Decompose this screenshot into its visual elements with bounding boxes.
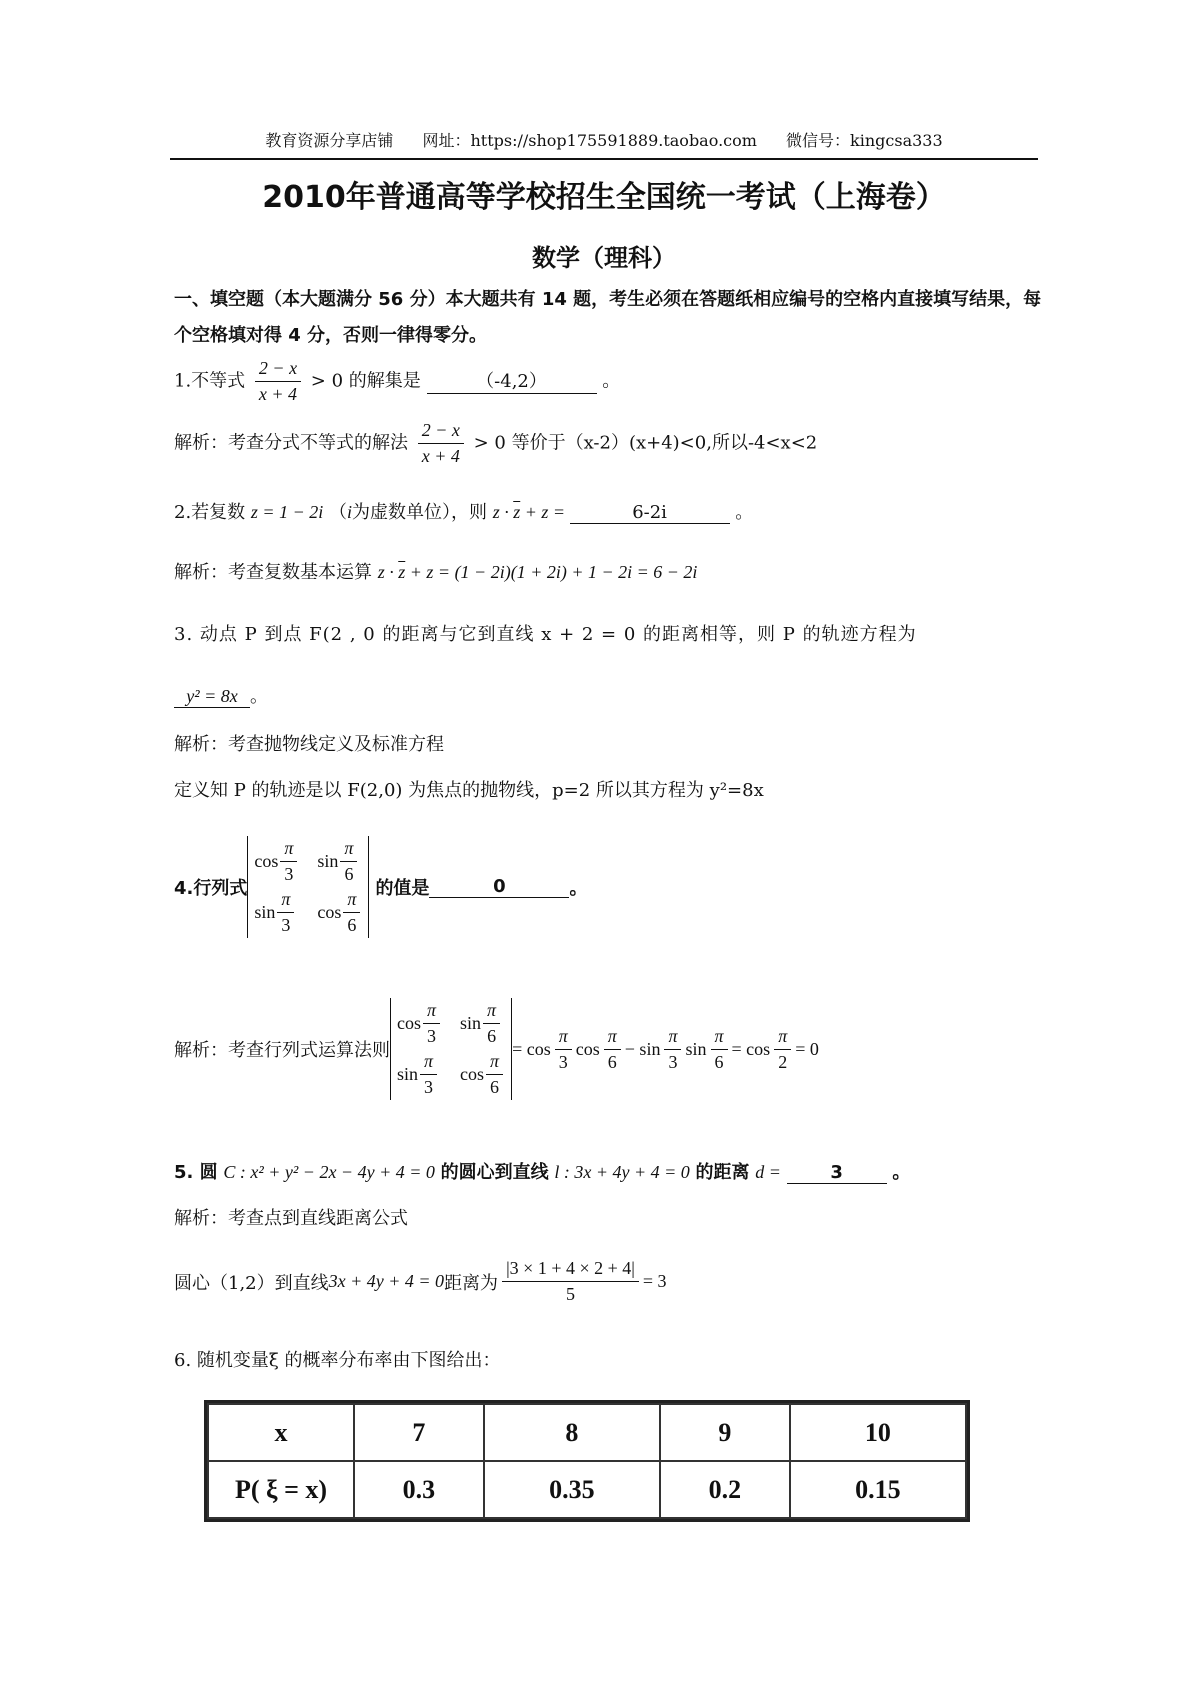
a2-expr-a: z · [377,562,399,582]
table-cell: 0.35 [484,1461,660,1518]
a4-rf5-d: 2 [778,1051,788,1072]
a4-r4: sin [685,1038,707,1059]
question-2 [174,498,753,524]
question-3-answer-line [174,682,268,708]
a1-post: > 0 等价于（x-2）(x+4)<0,所以-4<x<2 [473,432,818,454]
a4-rf4-d: 6 [714,1051,724,1072]
a4-determinant [390,998,512,1100]
a1-fraction [418,420,464,467]
a4-rf1-n: π [555,1026,572,1050]
question-6: 6. 随机变量ξ 的概率分布率由下图给出： [174,1350,501,1371]
q4-den-21: 3 [281,915,291,935]
q4-pi-11: π [280,838,297,862]
a4-pi-11: π [423,1000,440,1024]
a4-cos-1: cos [397,1013,421,1033]
q4-frac-11 [280,838,297,885]
a4-frac-12 [483,1000,500,1047]
a4-rf1-d: 3 [558,1051,568,1072]
q2-end: 。 [735,502,754,523]
a4-pi-12: π [483,1000,500,1024]
q4-cell-11 [254,838,299,885]
a5-mid: 距离为 [444,1272,499,1294]
a4-den-21: 3 [424,1077,434,1097]
a5-fraction [502,1258,639,1305]
probability-table [204,1400,970,1522]
page-subtitle: 数学（理科） [532,244,676,272]
q2-z-definition: z = 1 − 2i [250,502,324,522]
q4-cell-22 [317,889,362,936]
a1-numerator: 2 − x [418,420,464,444]
a4-result [512,1026,819,1073]
q4-post: 的值是 [375,878,430,899]
page-title: 2010年普通高等学校招生全国统一考试（上海卷） [262,180,946,215]
a4-rf5 [774,1026,791,1073]
a1-prefix: 解析：考查分式不等式的解法 [174,432,408,454]
q4-frac-22 [343,889,360,936]
answer-5-line-2 [174,1258,667,1305]
q4-determinant [247,836,369,938]
a4-cell-11 [397,1000,442,1047]
a4-cell-12 [460,1000,505,1047]
table-cell: 0.2 [660,1461,790,1518]
a4-cos-2: cos [460,1064,485,1084]
a4-rf3-d: 3 [668,1051,678,1072]
q4-den-12: 6 [344,864,354,884]
q5-line: l : 3x + 4y + 4 = 0 [554,1162,690,1182]
a2-prefix: 解析：考查复数基本运算 [174,562,372,583]
q4-cell-21 [254,889,299,936]
q5-prefix: 5. 圆 [174,1162,218,1183]
question-4 [174,836,587,938]
section-1-intro: 一、填空题（本大题满分 56 分）本大题共有 14 题，考生必须在答题纸相应编号的空格内直接填写结果，每个空格填对得 4 分，否则一律得零分。 [174,289,1042,346]
a1-denominator: x + 4 [421,446,460,466]
answer-1 [174,420,817,467]
a4-rf2-d: 6 [607,1051,617,1072]
question-1 [174,358,620,405]
table-header-cell: 7 [354,1404,484,1461]
a4-cell-22 [460,1051,505,1098]
q4-sin-2: sin [254,902,276,922]
q4-answer: 0 [429,876,569,898]
table-header-cell: 10 [790,1404,966,1461]
a4-rf3-n: π [664,1026,681,1050]
answer-3-line-1: 解析：考查抛物线定义及标准方程 [174,734,444,755]
wechat-id: 微信号：kingcsa333 [786,131,943,150]
table-cell: 0.3 [354,1461,484,1518]
question-3: 3. 动点 P 到点 F(2 , 0 的距离与它到直线 x + 2 = 0 的距离相等，则 P 的轨迹方程为 [174,624,917,645]
q1-fraction [255,358,301,405]
a5-denominator: 5 [565,1284,575,1304]
a4-sin-1: sin [460,1013,482,1033]
a4-den-22: 6 [490,1077,500,1097]
a4-r6: = 0 [795,1038,819,1059]
q2-i: i [346,502,352,522]
a4-rf1 [555,1026,572,1073]
q5-answer: 3 [787,1162,887,1184]
answer-3-line-2: 定义知 P 的轨迹是以 F(2,0) 为焦点的抛物线，p=2 所以其方程为 y²=8x [174,780,764,801]
q1-numerator: 2 − x [255,358,301,382]
table-row [208,1461,966,1518]
a4-frac-21 [420,1051,437,1098]
a4-rf3 [664,1026,681,1073]
answer-5-line-1: 解析：考查点到直线距离公式 [174,1208,408,1229]
q2-zbar: $\overline{z}$ [513,502,521,522]
a4-den-11: 3 [427,1026,437,1046]
a4-den-12: 6 [487,1026,497,1046]
a5-line: 3x + 4y + 4 = 0 [328,1271,445,1291]
shop-name: 教育资源分享店铺 [265,131,394,150]
table-cell: 0.15 [790,1461,966,1518]
a4-pi-21: π [420,1051,437,1075]
q5-mid-2: 的距离 [695,1162,750,1183]
table-row-label: P( ξ = x) [208,1461,354,1518]
q3-end: 。 [250,686,268,707]
table-header-cell: x [208,1404,354,1461]
q2-expr-a: z · [492,502,514,522]
a4-rf5-n: π [774,1026,791,1050]
q2-paren-2: 为虚数单位），则 [351,502,487,523]
q4-cos-2: cos [317,902,342,922]
a2-expression [378,562,698,582]
page-header [170,128,1038,151]
q4-frac-12 [340,838,357,885]
a5-post: = 3 [642,1271,667,1291]
answer-2 [174,558,697,584]
q5-mid: 的圆心到直线 [440,1162,549,1183]
a2-zbar: $\overline{z}$ [398,562,406,582]
table-header-cell: 9 [660,1404,790,1461]
table-header-row [208,1404,966,1461]
q2-expr-b: + z = [520,502,570,522]
q1-prefix: 1.不等式 [174,370,246,392]
a4-r2: cos [575,1038,600,1059]
q3-answer: y² = 8x [174,686,250,708]
distribution-table [207,1403,967,1519]
answer-4 [174,998,819,1100]
q2-expression [493,502,570,522]
a4-prefix: 解析：考查行列式运算法则 [174,1040,390,1061]
a4-frac-22 [486,1051,503,1098]
a4-r1: = cos [512,1038,551,1059]
q1-condition: > 0 的解集是 [310,370,421,392]
q4-den-11: 3 [284,864,294,884]
a4-rf2-n: π [604,1026,621,1050]
q2-answer: 6-2i [570,502,730,524]
q4-pi-22: π [343,889,360,913]
a4-sin-2: sin [397,1064,419,1084]
a4-cell-21 [397,1051,442,1098]
q4-pi-12: π [340,838,357,862]
shop-url[interactable]: 网址：https://shop175591889.taobao.com [422,131,757,150]
q4-pi-21: π [277,889,294,913]
q2-paren: （ [328,502,347,523]
q4-cos-1: cos [254,851,279,871]
question-5 [174,1158,910,1184]
q5-d: d = [755,1162,781,1182]
table-header-cell: 8 [484,1404,660,1461]
a4-r5: = cos [731,1038,771,1059]
a2-expr-b: + z = (1 − 2i)(1 + 2i) + 1 − 2i = 6 − 2i [405,562,698,582]
a4-pi-22: π [486,1051,503,1075]
q4-sin-1: sin [317,851,339,871]
a4-rf4 [711,1026,728,1073]
q2-prefix: 2.若复数 [174,502,246,523]
a5-numerator: |3 × 1 + 4 × 2 + 4| [502,1258,639,1282]
q5-end: 。 [892,1162,911,1183]
a4-rf2 [604,1026,621,1073]
q5-circle: C : x² + y² − 2x − 4y + 4 = 0 [223,1162,435,1182]
a4-rf4-n: π [711,1026,728,1050]
q1-end: 。 [602,370,621,392]
q4-frac-21 [277,889,294,936]
q4-den-22: 6 [347,915,357,935]
a5-prefix: 圆心（1,2）到直线 [174,1272,329,1294]
q4-prefix: 4.行列式 [174,878,248,899]
q1-answer: （-4,2） [427,367,597,394]
q4-end: 。 [569,878,588,899]
header-rule [170,158,1038,160]
a4-r3: − sin [624,1038,661,1059]
a4-frac-11 [423,1000,440,1047]
q1-denominator: x + 4 [258,384,298,404]
q4-cell-12 [317,838,362,885]
